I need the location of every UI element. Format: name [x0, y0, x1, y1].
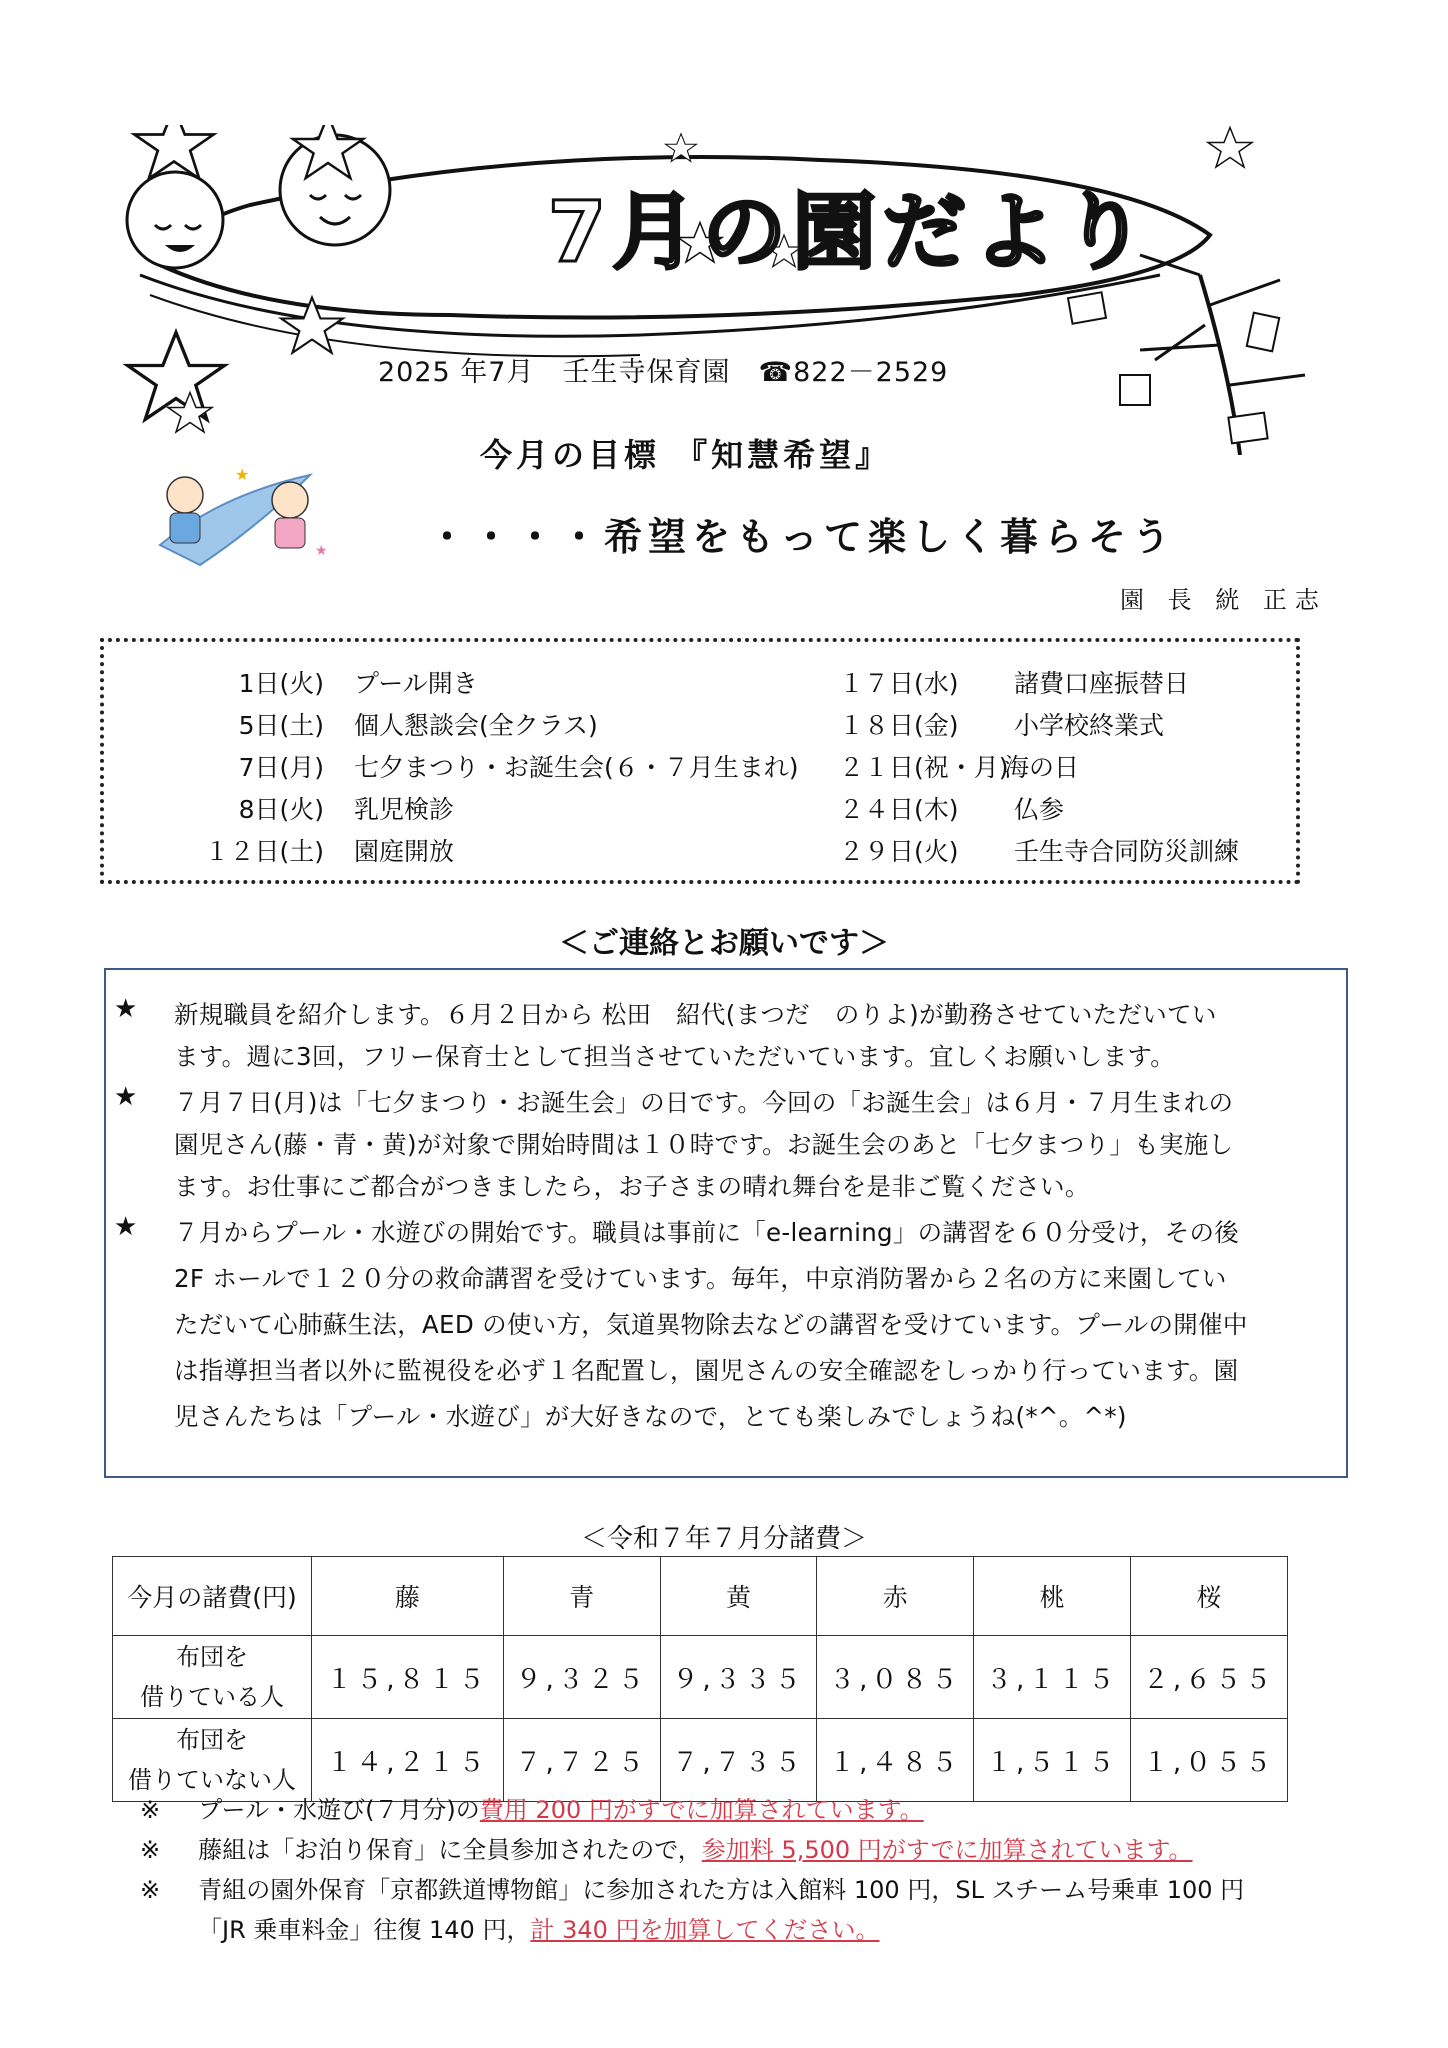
notice-box: [104, 968, 1348, 1478]
notice-line: 児さんたちは「プール・水遊び」が大好きなので，とても楽しみでしょうね(*^。^*): [174, 1402, 1127, 1431]
schedule-item: １７日(水) 諸費口座振替日: [839, 669, 1190, 698]
schedule-item: 8日(火) 乳児検診: [238, 795, 455, 824]
star-bullet-icon: ★: [114, 994, 138, 1024]
issue-info: 2025 年7月 壬生寺保育園 ☎822－2529: [378, 357, 949, 388]
table-cell: １,５１５: [974, 1719, 1131, 1802]
schedule-item: 5日(土) 個人懇談会(全クラス): [238, 711, 598, 740]
director-name: 園 長 絖 正志: [1120, 586, 1327, 614]
notice-line: は指導担当者以外に監視役を必ず１名配置し，園児さんの安全確認をしっかり行っています。園: [174, 1356, 1239, 1385]
fee-note: ※ 青組の園外保育「京都鉄道博物館」に参加された方は入館料 100 円，SL スチーム号乗車 100 円: [140, 1876, 1245, 1904]
column-header: 黄: [660, 1557, 817, 1636]
schedule-item: １２日(土) 園庭開放: [204, 837, 455, 866]
table-row: [113, 1636, 1288, 1719]
monthly-goal: 今月の目標 『知慧希望』: [480, 436, 892, 474]
fees-title: ＜令和７年７月分諸費＞: [580, 1524, 867, 1554]
monthly-motto: ・・・・希望をもって楽しく暮らそう: [428, 514, 1177, 559]
table-cell: ３,０８５: [817, 1636, 974, 1719]
column-header: 桃: [974, 1557, 1131, 1636]
fee-note: ※ プール・水遊び(７月分)の費用 200 円がすでに加算されています。: [140, 1796, 924, 1824]
table-cell: ７,７２５: [503, 1719, 660, 1802]
table-cell: ３,１１５: [974, 1636, 1131, 1719]
notice-line: 園児さん(藤・青・黄)が対象で開始時間は１０時です。お誕生会のあと「七夕まつり」も実施し: [174, 1130, 1234, 1159]
column-header: 赤: [817, 1557, 974, 1636]
row-label: 布団を 借りていない人: [113, 1719, 312, 1802]
row-label: 布団を 借りている人: [113, 1636, 312, 1719]
schedule-item: 1日(火) プール開き: [238, 669, 478, 698]
column-header: 青: [503, 1557, 660, 1636]
notice-line: ます。週に3回，フリー保育士として担当させていただいています。宜しくお願いします。: [174, 1042, 1176, 1071]
schedule-item: ２１日(祝・月)海の日: [839, 753, 1080, 782]
table-cell: １,４８５: [817, 1719, 974, 1802]
star-bullet-icon: ★: [114, 1082, 138, 1112]
table-cell: ２,６５５: [1131, 1636, 1288, 1719]
star-bullet-icon: ★: [114, 1212, 138, 1242]
svg-text:★: ★: [235, 465, 250, 484]
notice-heading: ＜ご連絡とお願いです＞: [559, 926, 889, 961]
tanabata-illustration: [140, 455, 340, 575]
schedule-item: ２９日(火) 壬生寺合同防災訓練: [839, 837, 1240, 866]
table-header-row: [113, 1557, 1288, 1636]
notice-line: ７月７日(月)は「七夕まつり・お誕生会」の日です。今回の「お誕生会」は６月・７月生まれの: [174, 1088, 1234, 1117]
schedule-item: １８日(金) 小学校終業式: [839, 711, 1165, 740]
notice-line: ただいて心肺蘇生法，AED の使い方，気道異物除去などの講習を受けています。プールの開催中: [174, 1310, 1248, 1339]
column-header: 桜: [1131, 1557, 1288, 1636]
notice-line: 新規職員を紹介します。６月２日から 松田 紹代(まつだ のりよ)が勤務させていただいてい: [174, 1000, 1217, 1029]
table-corner: 今月の諸費(円): [113, 1557, 312, 1636]
svg-text:★: ★: [315, 543, 328, 559]
fee-note: ※ 藤組は「お泊り保育」に全員参加されたので，参加料 5,500 円がすでに加算されています。: [140, 1836, 1193, 1864]
schedule-item: 7日(月) 七夕まつり・お誕生会(６・７月生まれ): [238, 753, 799, 782]
table-cell: １５,８１５: [312, 1636, 504, 1719]
notice-line: 2F ホールで１２０分の救命講習を受けています。毎年，中京消防署から２名の方に来園してい: [174, 1264, 1227, 1293]
notice-line: ７月からプール・水遊びの開始です。職員は事前に「e-learning」の講習を６０分受け，その後: [174, 1218, 1240, 1247]
table-cell: ９,３２５: [503, 1636, 660, 1719]
notice-line: ます。お仕事にご都合がつきましたら，お子さまの晴れ舞台を是非ご覧ください。: [174, 1172, 1090, 1201]
schedule-item: ２４日(木) 仏参: [839, 795, 1065, 824]
newsletter-title: 7月の園だより: [547, 183, 1153, 281]
table-cell: １４,２１５: [312, 1719, 504, 1802]
table-cell: １,０５５: [1131, 1719, 1288, 1802]
fees-table: [112, 1556, 1288, 1802]
table-cell: ７,７３５: [660, 1719, 817, 1802]
schedule-box: [100, 638, 1300, 884]
fee-note-continued: 「JR 乗車料金」往復 140 円，計 340 円を加算してください。: [198, 1916, 880, 1944]
column-header: 藤: [312, 1557, 504, 1636]
table-cell: ９,３３５: [660, 1636, 817, 1719]
